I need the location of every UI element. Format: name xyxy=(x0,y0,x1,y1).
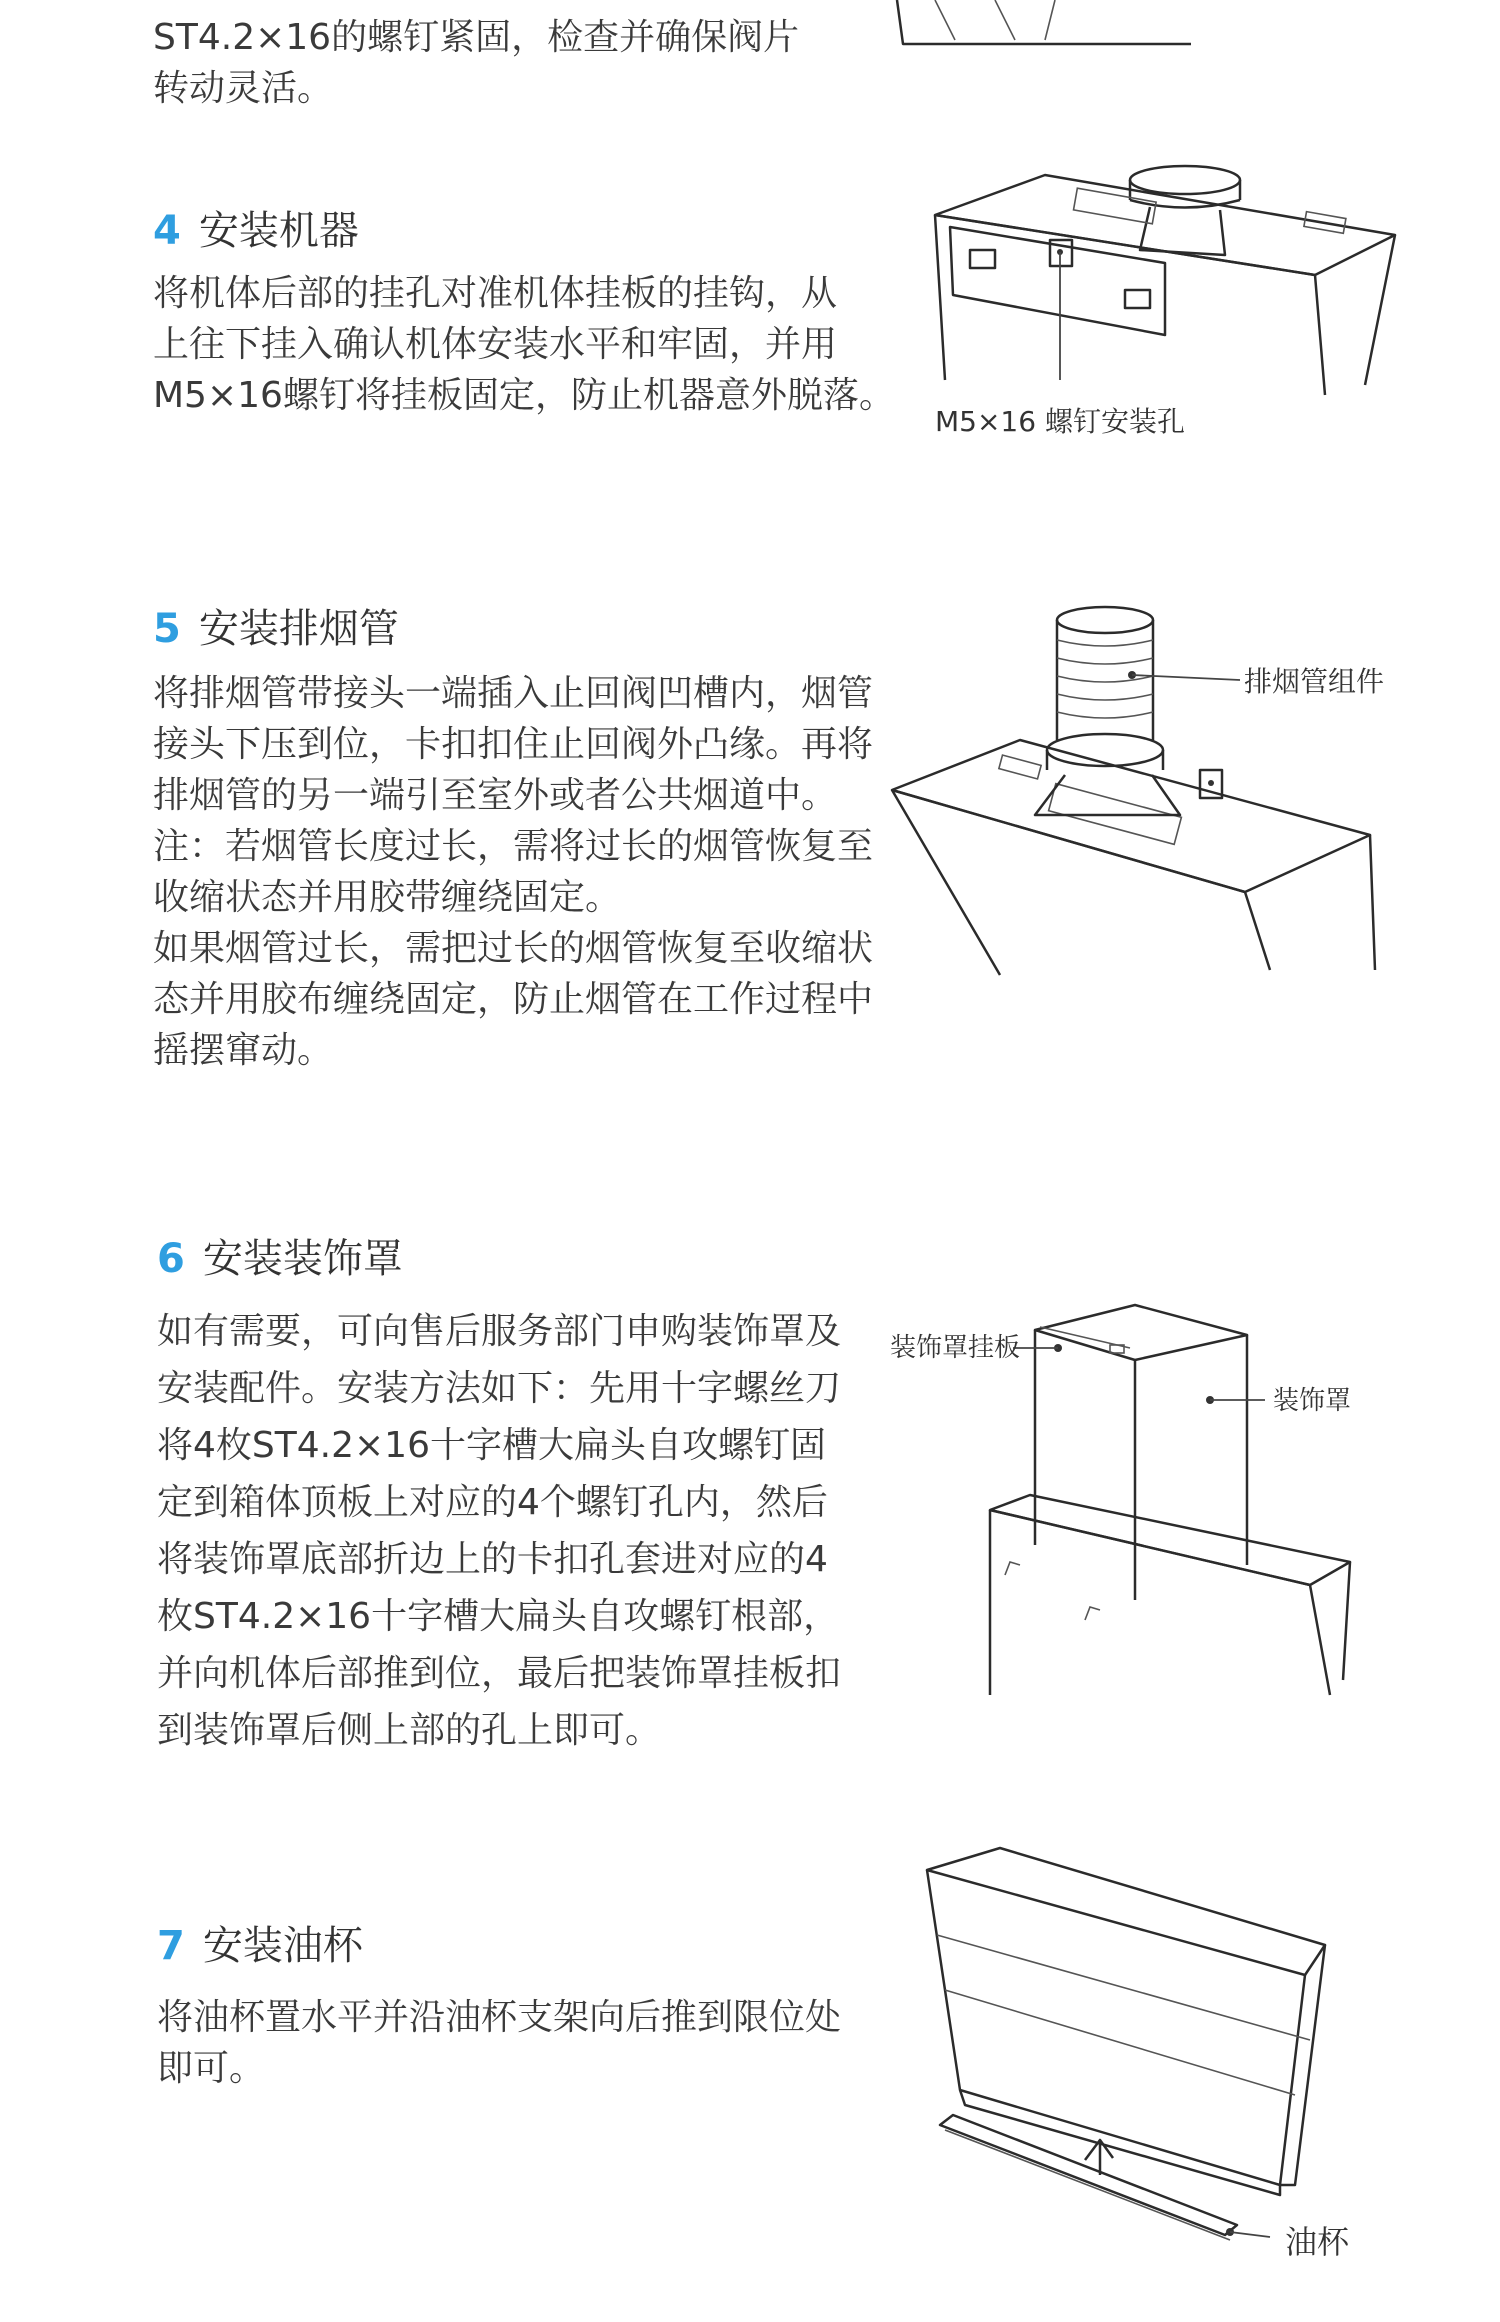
text-line: 安装配件。安装方法如下：先用十字螺丝刀 xyxy=(157,1368,842,1409)
step7-text xyxy=(157,1992,841,2094)
text-line: 将油杯置水平并沿油杯支架向后推到限位处 xyxy=(157,1997,842,2038)
step3-text-continued xyxy=(153,12,799,114)
text-line: 并向机体后部推到位，最后把装饰罩挂板扣 xyxy=(157,1653,842,1694)
step-number: 4 xyxy=(153,208,181,254)
step5-heading xyxy=(153,603,399,655)
step5-illustration xyxy=(890,600,1390,980)
step-number: 6 xyxy=(157,1236,185,1282)
text-line: 转动灵活。 xyxy=(153,68,334,109)
step4-heading xyxy=(153,205,359,257)
step4-illustration xyxy=(925,155,1415,395)
step-title: 安装装饰罩 xyxy=(202,1236,403,1282)
step6-text xyxy=(157,1303,841,1759)
step6-illustration xyxy=(985,1300,1355,1700)
text-line: 接头下压到位，卡扣扣住止回阀外凸缘。再将 xyxy=(153,724,874,765)
step-number: 5 xyxy=(153,606,181,652)
step-title: 安装排烟管 xyxy=(198,606,399,652)
step6-heading xyxy=(157,1233,403,1285)
text-line: 枚ST4.2×16十字槽大扁头自攻螺钉根部， xyxy=(157,1596,840,1637)
text-line: 即可。 xyxy=(157,2048,266,2089)
step4-label-screw-hole: M5×16 螺钉安装孔 xyxy=(935,405,1185,438)
step6-label-cover: 装饰罩 xyxy=(1273,1386,1352,1416)
step7-illustration xyxy=(925,1840,1365,2260)
step-title: 安装机器 xyxy=(198,208,359,254)
text-line: ST4.2×16的螺钉紧固，检查并确保阀片 xyxy=(153,17,800,58)
step-title: 安装油杯 xyxy=(202,1923,363,1969)
text-line: 将机体后部的挂孔对准机体挂板的挂钩，从 xyxy=(153,273,838,314)
text-line: 收缩状态并用胶带缠绕固定。 xyxy=(153,877,622,918)
text-line: 定到箱体顶板上对应的4个螺钉孔内，然后 xyxy=(157,1482,828,1523)
text-line: 上往下挂入确认机体安装水平和牢固，并用 xyxy=(153,324,838,365)
step5-text xyxy=(153,668,873,1076)
text-line: 将排烟管带接头一端插入止回阀凹槽内，烟管 xyxy=(153,673,874,714)
text-line: 将装饰罩底部折边上的卡扣孔套进对应的4 xyxy=(157,1539,828,1580)
step4-text xyxy=(153,268,895,421)
text-line: 排烟管的另一端引至室外或者公共烟道中。 xyxy=(153,775,838,816)
step-number: 7 xyxy=(157,1923,185,1969)
text-line: M5×16螺钉将挂板固定，防止机器意外脱落。 xyxy=(153,375,895,416)
text-line: 如有需要，可向售后服务部门申购装饰罩及 xyxy=(157,1311,842,1352)
text-line: 注：若烟管长度过长，需将过长的烟管恢复至 xyxy=(153,826,874,867)
step6-label-cover-plate: 装饰罩挂板 xyxy=(890,1333,1021,1363)
text-line: 摇摆窜动。 xyxy=(153,1030,334,1071)
step3-illustration-fragment xyxy=(895,0,1195,50)
step7-heading xyxy=(157,1920,363,1972)
step7-label-oil-cup: 油杯 xyxy=(1285,2223,1350,2261)
text-line: 态并用胶布缠绕固定，防止烟管在工作过程中 xyxy=(153,979,874,1020)
text-line: 到装饰罩后侧上部的孔上即可。 xyxy=(157,1710,662,1751)
text-line: 如果烟管过长，需把过长的烟管恢复至收缩状 xyxy=(153,928,874,969)
text-line: 将4枚ST4.2×16十字槽大扁头自攻螺钉固 xyxy=(157,1425,826,1466)
step5-label-duct: 排烟管组件 xyxy=(1244,665,1385,698)
